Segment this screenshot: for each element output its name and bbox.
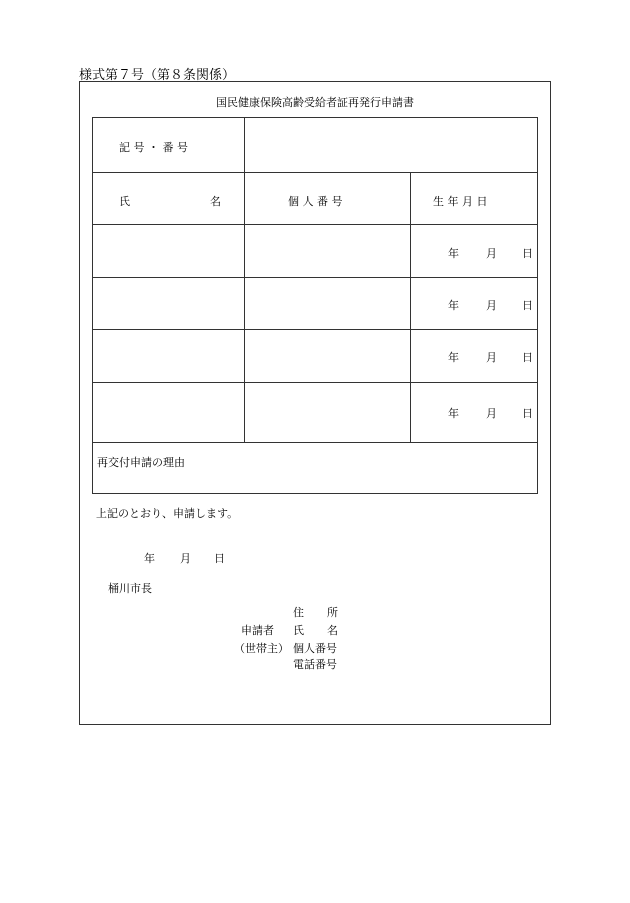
birth-date-cell[interactable] <box>410 297 538 311</box>
applicant-label: 申請者 <box>241 624 274 637</box>
row-divider <box>93 224 537 225</box>
applicant-address-first-char: 住 <box>293 606 304 619</box>
month-label: 月 <box>486 299 497 312</box>
name-cell[interactable] <box>95 279 242 327</box>
document-title: 国民健康保険高齢受給者証再発行申請書 <box>216 96 414 109</box>
date-day-label: 日 <box>214 552 225 565</box>
month-label: 月 <box>486 247 497 260</box>
birth-date-cell[interactable] <box>410 245 538 259</box>
day-label: 日 <box>522 247 533 260</box>
day-label: 日 <box>522 351 533 364</box>
header-name-first-char: 氏 <box>119 195 130 208</box>
column-divider <box>244 118 245 442</box>
request-statement: 上記のとおり、申請します。 <box>96 507 239 520</box>
header-birth-date: 生 年 月 日 <box>433 195 488 208</box>
name-cell[interactable] <box>95 331 242 380</box>
year-label: 年 <box>448 247 459 260</box>
name-cell[interactable] <box>95 226 242 275</box>
personal-number-cell[interactable] <box>246 384 408 440</box>
reissue-reason-label: 再交付申請の理由 <box>97 456 185 469</box>
name-cell[interactable] <box>95 384 242 440</box>
year-label: 年 <box>448 351 459 364</box>
year-label: 年 <box>448 299 459 312</box>
month-label: 月 <box>486 351 497 364</box>
birth-date-cell[interactable] <box>410 349 538 363</box>
personal-number-cell[interactable] <box>246 226 408 275</box>
symbol-number-label: 記 号 ・ 番 号 <box>119 141 188 154</box>
date-year-label: 年 <box>144 552 155 565</box>
personal-number-cell[interactable] <box>246 331 408 380</box>
day-label: 日 <box>522 299 533 312</box>
row-divider <box>93 329 537 330</box>
header-name-second-char: 名 <box>210 195 221 208</box>
row-divider <box>93 442 537 443</box>
applicant-name-first-char: 氏 <box>293 624 304 637</box>
addressee: 桶川市長 <box>108 582 152 595</box>
row-divider <box>93 277 537 278</box>
birth-date-cell[interactable] <box>410 405 538 419</box>
day-label: 日 <box>522 407 533 420</box>
householder-label: （世帯主） <box>234 642 289 655</box>
form-number-label: 様式第７号（第８条関係） <box>79 68 236 83</box>
row-divider <box>93 382 537 383</box>
year-label: 年 <box>448 407 459 420</box>
header-personal-number: 個 人 番 号 <box>288 195 343 208</box>
applicant-name-second-char: 名 <box>327 624 338 637</box>
date-month-label: 月 <box>180 552 191 565</box>
reissue-reason-field[interactable] <box>95 470 535 490</box>
month-label: 月 <box>486 407 497 420</box>
applicant-address-second-char: 所 <box>327 606 338 619</box>
applicant-phone-label: 電話番号 <box>293 658 337 671</box>
row-divider <box>93 172 537 173</box>
applicant-personal-number-label: 個人番号 <box>293 642 337 655</box>
application-table <box>92 117 538 494</box>
personal-number-cell[interactable] <box>246 279 408 327</box>
